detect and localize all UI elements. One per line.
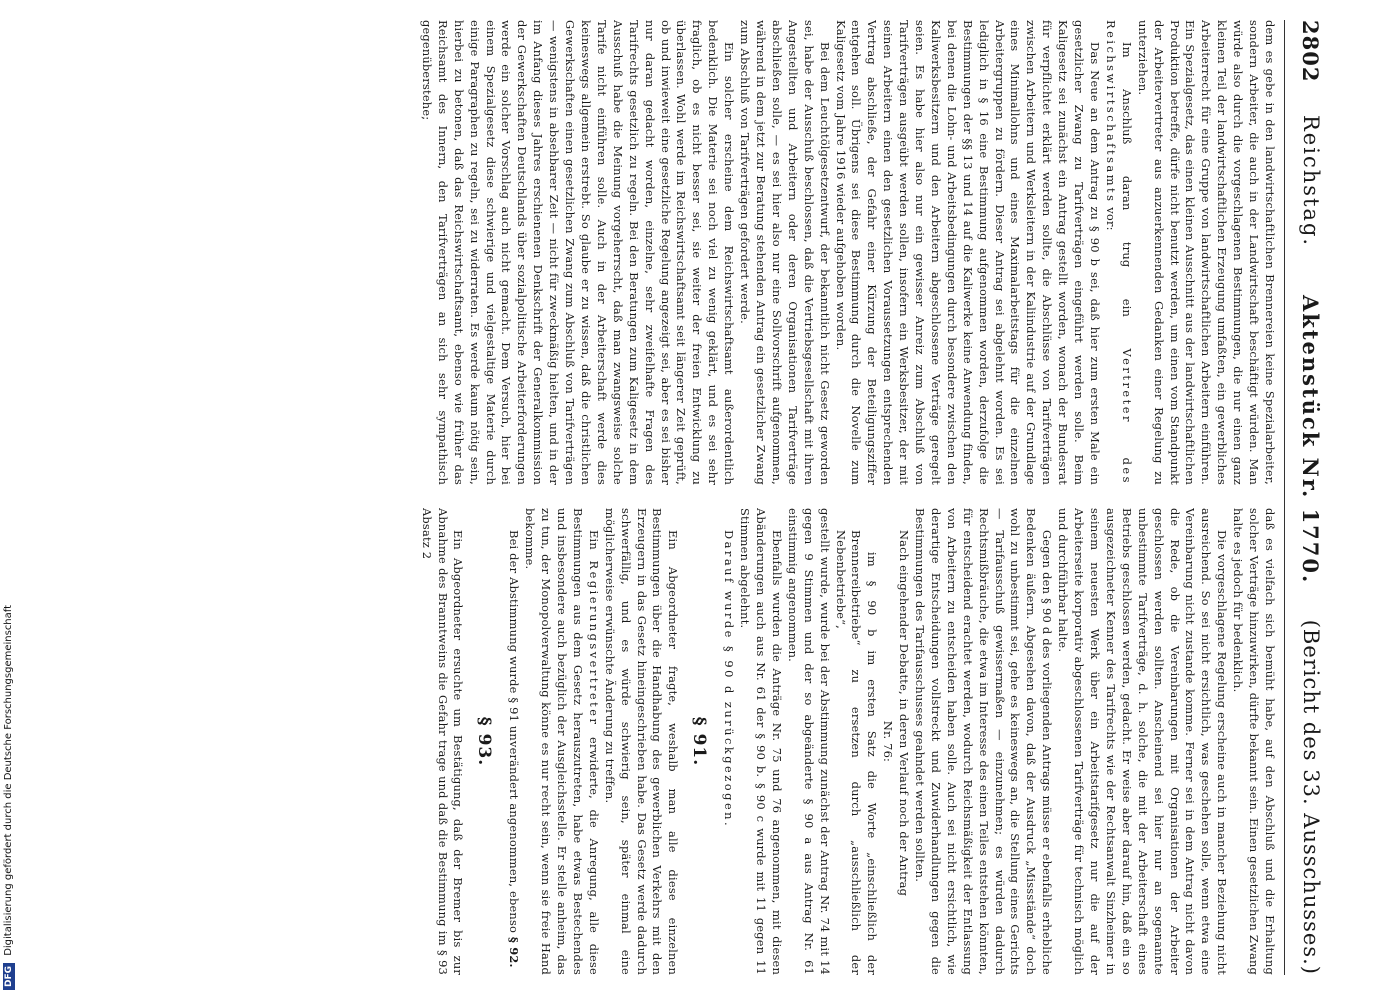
paragraph: Bei der Abstimmung wurde § 91 unverändert angenommen, ebenso § 92.	[507, 530, 522, 968]
header-report: (Bericht des 33. Ausschusses.)	[1299, 619, 1323, 975]
left-column	[83, 20, 1277, 485]
antrag-text: im § 90 b im ersten Satz die Worte „einschließlich der Brennereibetriebe“ zu ersetzen durch „ausschließlich der Nebenbetriebe“,	[833, 530, 880, 975]
paragraph: Die vorgeschlagene Regelung erscheine auch in mancher Beziehung nicht ausreichend. So sei nicht ersichtlich, was geschehen solle, wenn etwa eine Vereinbarung nicht zustande komme. Ferner sei in dem Antrag nicht davon die Rede, ob die Vereinbarungen mit Organisationen der Arbeiter geschlossen werden sollten. Anscheinend sei hier nur an sogenannte unbestimmte Tarifverträge, d. h. solche, die mit der Arbeiterschaft eines Betriebs geschlossen werden, gedacht. Er weise aber darauf hin, daß ein so ausgezeichneter Kenner des Tarifrechts wie der Rechtsanwalt Sinzheimer in seinem neuesten Werk über ein Arbeitstarifgesetz nur die auf der Arbeiterseite korporativ abgeschlossenen Tarifverträge für technisch möglich und durchführbar halte.	[1056, 508, 1230, 975]
section-heading: § 91.	[689, 716, 710, 767]
document-page	[83, 0, 1383, 1000]
digitization-credit	[0, 0, 22, 1000]
paragraph: Bei dem Leuchtölgesetzentwurf, der bekanntlich nicht Gesetz geworden sei, habe der Ausschuß beschlossen, daß die Vertriebsgesellschaft mit ihren Angestellten und Arbeitern oder deren Organisationen Tarifverträge abschließen solle, — es sei hier also nur eine Sollvorschrift aufgenommen, während in dem jetzt zur Beratung stehenden Antrag ein gesetzlicher Zwang zum Abschluß von Tarifverträgen gefordert werde.	[738, 20, 832, 485]
paragraph: Nach eingehender Debatte, in deren Verlauf noch der Antrag	[897, 530, 912, 897]
section-heading: § 93.	[474, 716, 495, 767]
dfg-logo: DFG	[3, 963, 15, 990]
paragraph: Im Anschluß daran trug ein Vertreter des Reichswirtschaftsamts vor:	[1103, 20, 1134, 485]
paragraph: Ein Abgeordneter fragte, weshalb man alle diese einzelnen Bestimmungen über die Handhabung des gewerblichen Verkehrs mit den Erzeugern in das Gesetz hineingeschrieben habe. Das Gesetz werde dadurch schwerfällig, und es würde schwierig sein, später einmal eine möglicherweise erwünschte Änderung zu treffen.	[602, 508, 681, 975]
digitization-credit-text: Digitalisierung gefördert durch die Deutsche Forschungsgemeinschaft	[3, 604, 14, 956]
paragraph: Gegen den § 90 d des vorliegenden Antrags müsse er ebenfalls erhebliche Bedenken äußern. Abgesehen davon, daß der Ausdruck „Missstände“ doch wohl zu unbestimmt sei, gehe es keineswegs an, die Stellung eines Gerichts — Tarifausschuß gewissermaßen — einzunehmen; es würden dadurch Rechtsmißbräuche, die etwa im Interesse des einen Teiles entstehen könnten, für entscheidend erachtet werden, wodurch Reichsmäßigkeit der Entlassung von Arbeitern zu entscheiden haben solle. Auch sei nicht ersichtlich, wie derartige Entscheidungen vollstreckt und Zuwiderhandlungen gegen die Bestimmungen des Tarifausschusses geahndet werden sollten.	[913, 508, 1055, 975]
paragraph: Darauf wurde § 90 d zurückgezogen.	[722, 530, 737, 829]
paragraph: gestellt wurde, wurde bei der Abstimmung zunächst der Antrag Nr. 74 mit 14 gegen 9 Stimmen und der so abgeänderte § 90 a aus Antrag Nr. 61 einstimmig angenommen.	[785, 508, 832, 975]
antrag-label: Nr. 76:	[881, 720, 896, 763]
paragraph: Ein Regierungsvertreter erwiderte, die Anregung, alle diese Bestimmungen aus dem Gesetz herauszutreten, habe etwas Bestechendes und insbesondere auch bezüglich der Ausgleichsstelle. Er stelle anheim, das zu tun, der Monopolverwaltung könne es nur recht sein, wenn sie freie Hand bekomme.	[523, 508, 601, 975]
header-title: Reichstag.	[1299, 115, 1323, 248]
paragraph: Ein Abgeordneter ersuchte um Bestätigung, daß der Bremer bis zur Abnahme des Branntweins die Gefahr trage und daß die Bestimmung im § 93 Absatz 2	[419, 508, 466, 975]
paragraph: daß es vielfach sich bemüht habe, auf den Abschluß und die Erhaltung solcher Verträge hinzuwirken, dürfte bekannt sein. Einen gesetzlichen Zwang halte es jedoch für bedenklich.	[1231, 508, 1277, 975]
right-column	[83, 508, 1277, 975]
page-number: 2802	[1298, 20, 1323, 83]
paragraph: Das Neue an dem Antrag zu § 90 b sei, daß hier zum ersten Male ein gesetzlicher Zwang zu Tarifverträgen eingeführt werden solle. Beim Kaligesetz sei zunächst ein Antrag gestellt worden, wonach der Bundesrat für verpflichtet erklärt werden sollte, die Abschlüsse von Tarifverträgen zwischen Arbeitern und Werksleitern in der Kaliindustrie auf der Grundlage eines Minimallohns und eines Maximalarbeitstags für die einzelnen Arbeitergruppen zu fördern. Dieser Antrag sei abgelehnt worden. Es sei lediglich in § 16 eine Bestimmung aufgenommen worden, derzufolge die Bestimmungen der §§ 13 und 14 auf die Kaliwerke keine Anwendung finden, bei denen die Lohn- und Arbeitsbedingungen durch besondere zwischen den Kaliwerksbesitzern und den Arbeitern abgeschlossene Verträge geregelt seien. Es habe hier also nur ein gewisser Anreiz zum Abschluß von Tarifverträgen ausgeübt werden sollen, insofern ein Werksbesitzer, der mit seinen Arbeitern einen den gesetzlichen Voraussetzungen entsprechenden Vertrag abschließe, der Gefahr einer Kürzung der Beteiligungsziffer entgehen soll. Übrigens sei diese Bestimmung durch die Novelle zum Kaligesetz vom Jahre 1916 wieder aufgehoben worden.	[833, 20, 1103, 485]
paragraph: Ebenfalls wurden die Anträge Nr. 75 und 76 angenommen, mit diesen Abänderungen auch aus Nr. 61 der § 90 b. § 90 c wurde mit 11 gegen 11 Stimmen abgelehnt.	[738, 508, 784, 975]
header-rule	[1284, 20, 1285, 975]
paragraph: Ein solcher erscheine dem Reichswirtschaftsamt außerordentlich bedenklich. Die Materie sei noch viel zu wenig geklärt, und es sei sehr fraglich, ob es nicht besser sei, sie weiter der freien Entwicklung zu überlassen. Wohl werde im Reichswirtschaftsamt seit längerer Zeit geprüft, ob und inwieweit eine gesetzliche Regelung angezeigt sei, aber es sei bisher nur daran gedacht worden, einzelne, sehr zweifelhafte Fragen des Tarifrechts gesetzlich zu regeln. Bei den Beratungen zum Kaligesetz in dem Ausschuß habe die Meinung vorgeherrscht, daß man zwangsweise solche Tarife nicht einführen solle. Auch in der Arbeiterschaft werde dies keineswegs allgemein erstrebt. So glaube er zu wissen, daß die christlichen Gewerkschaften einen gesetzlichen Zwang zum Abschluß von Tarifverträgen — wenigstens in absehbarer Zeit — nicht für zweckmäßig hielten, und in der im Anfang dieses Jahres erschienenen Denkschrift der Generalkommission der Gewerkschaften Deutschlands über sozialpolitische Arbeiterforderungen werde ein solcher Vorschlag auch nicht gemacht. Dem Versuch, hier bei einem Spezialgesetz diese schwierige und vielgestaltige Materie durch einige Paragraphen zu regeln, sei zu widerraten. Es werde kaum nötig sein, hierbei zu betonen, daß das Reichswirtschaftsamt, ebenso wie früher das Reichsamt des Innern, den Tarifverträgen an sich sehr sympathisch gegenüberstehe;	[419, 20, 737, 485]
paragraph: dem es gebe in den landwirtschaftlichen Brennereien keine Spezialarbeiter, sondern Arbeiter, die auch in der Landwirtschaft beschäftigt würden. Man würde also durch die vorgeschlagenen Bestimmungen, die nur einen ganz kleinen Teil der landwirtschaftlichen Erzeugung umfaßten, ein gewerbliches Arbeiterrecht für eine Gruppe von landwirtschaftlichen Arbeitern einführen. Ein Spezialgesetz, das einen kleinen Ausschnitt aus der landwirtschaftlichen Produktion betreffe, dürfe nicht benutzt werden, um einen vom Standpunkt der Arbeitervertreter aus anzuerkennenden Gedanken einer Regelung zu unterziehen.	[1135, 20, 1277, 485]
page-header	[1291, 20, 1323, 975]
header-bill-number: Aktenstück Nr. 1770.	[1298, 295, 1323, 585]
